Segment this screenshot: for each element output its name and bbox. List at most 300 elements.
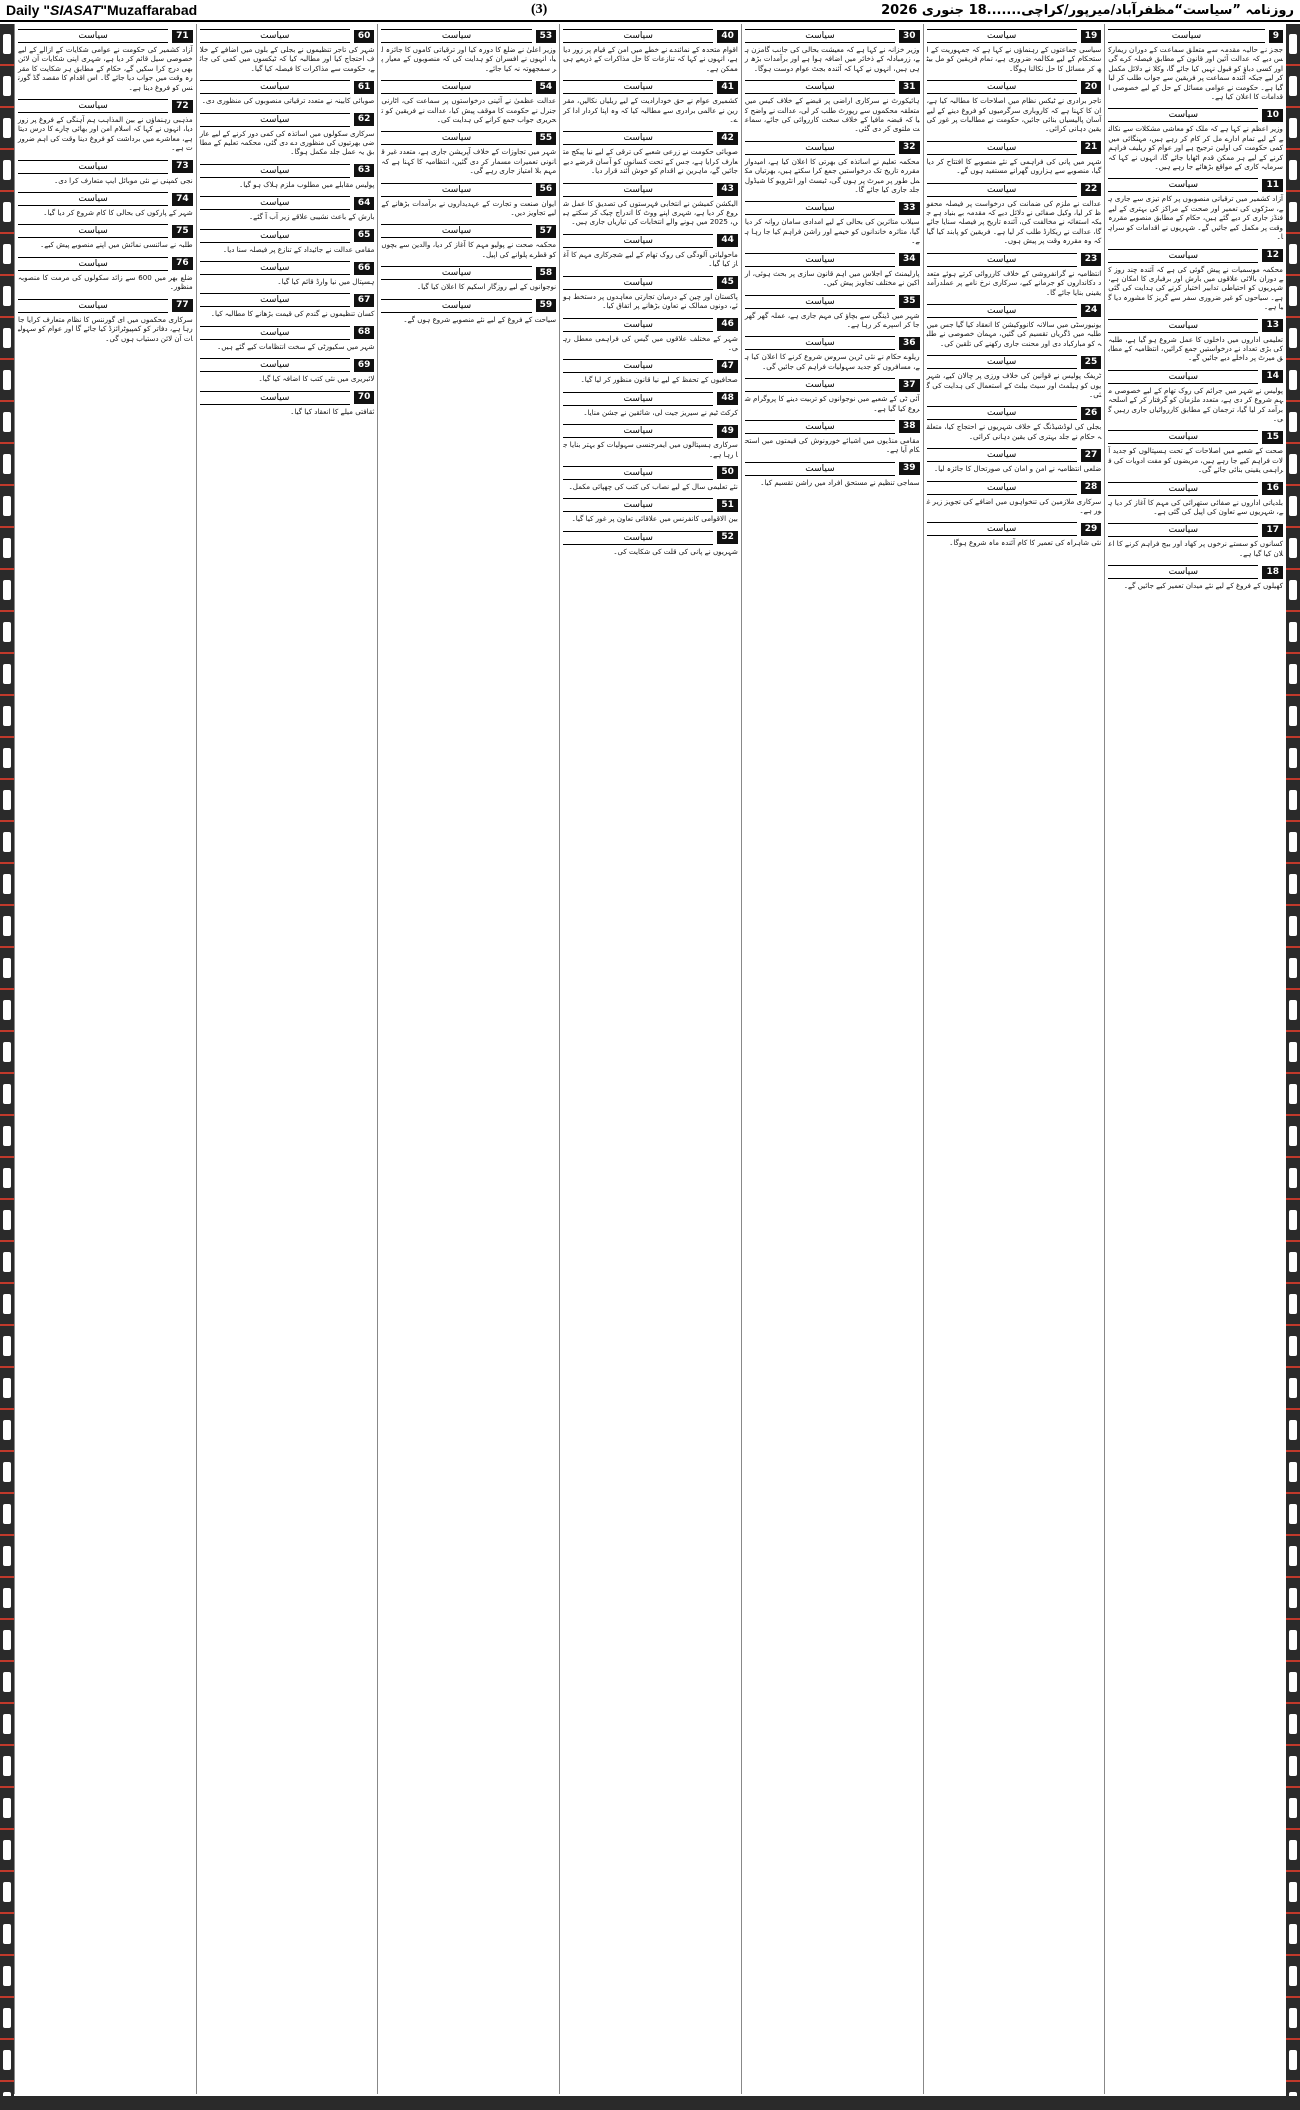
news-item[interactable]: [197, 353, 378, 385]
news-item[interactable]: [1105, 425, 1286, 476]
news-tag: [927, 183, 1102, 197]
news-item[interactable]: [560, 24, 741, 75]
news-tag: [1108, 178, 1283, 192]
news-item[interactable]: [742, 196, 923, 247]
tag-number: 35: [899, 295, 920, 308]
news-tag: [18, 160, 193, 174]
tag-number: 70: [354, 391, 375, 404]
news-item[interactable]: [197, 75, 378, 107]
border-ornament: [1286, 780, 1300, 822]
newspaper-dateline: روزنامہ ”سیاست“مظفرآباد/میرپور/کراچی.......18 جنوری 2026: [881, 2, 1294, 18]
news-item[interactable]: [924, 517, 1105, 549]
border-ornament: [0, 192, 14, 234]
border-ornament: [0, 1116, 14, 1158]
news-item[interactable]: [560, 354, 741, 386]
tag-number: 27: [1081, 449, 1102, 462]
tag-logo: سیاست: [200, 293, 350, 307]
news-item[interactable]: [15, 219, 196, 251]
news-tag: [927, 481, 1102, 495]
news-item[interactable]: [378, 261, 559, 293]
tag-logo: سیاست: [1108, 523, 1258, 537]
news-body: شہر میں تجاوزات کے خلاف آپریشن جاری ہے، متعدد غیر قانونی تعمیرات مسمار کر دی گئیں، انتظامیہ کا کہنا ہے کہ مہم بلا امتیاز جاری رہے گی۔: [381, 147, 557, 176]
news-tag: [563, 276, 738, 290]
news-item[interactable]: [560, 419, 741, 461]
tag-number: 55: [536, 132, 557, 145]
border-ornament: [0, 276, 14, 318]
news-tag: [745, 462, 920, 476]
news-body: ہسپتال میں نیا وارڈ قائم کیا گیا۔: [277, 277, 375, 287]
border-ornament: [1286, 1746, 1300, 1788]
news-item[interactable]: [197, 191, 378, 223]
news-item[interactable]: [197, 159, 378, 191]
news-item[interactable]: [1105, 314, 1286, 365]
news-tag: [927, 406, 1102, 420]
border-ornament: [0, 486, 14, 528]
news-tag: [927, 355, 1102, 369]
tag-number: 75: [172, 225, 193, 238]
news-item[interactable]: [924, 248, 1105, 299]
tag-number: 62: [354, 113, 375, 126]
border-ornament: [0, 108, 14, 150]
news-tag: [381, 266, 556, 280]
news-item[interactable]: [378, 75, 559, 126]
news-item[interactable]: [742, 75, 923, 136]
news-item[interactable]: [1105, 365, 1286, 426]
news-body: شہر کے پارکوں کی بحالی کا کام شروع کر دیا گیا۔: [43, 208, 193, 218]
news-item[interactable]: [15, 294, 196, 345]
news-tag: [563, 131, 738, 145]
border-ornament: [1286, 990, 1300, 1032]
news-tag: [200, 196, 375, 210]
news-tag: [745, 420, 920, 434]
tag-logo: سیاست: [927, 355, 1077, 369]
news-body: آئی ٹی کے شعبے میں نوجوانوں کو تربیت دینے کا پروگرام شروع کیا گیا ہے۔: [744, 394, 920, 413]
news-item[interactable]: [1105, 560, 1286, 592]
tag-logo: سیاست: [563, 424, 713, 438]
news-tag: [200, 164, 375, 178]
tag-number: 20: [1081, 81, 1102, 94]
tag-logo: سیاست: [18, 257, 168, 271]
border-ornament: [1286, 1536, 1300, 1578]
border-ornament: [1286, 1830, 1300, 1872]
page-number: (3): [530, 2, 548, 17]
tag-number: 77: [172, 299, 193, 312]
border-ornament: [0, 1326, 14, 1368]
tag-logo: سیاست: [927, 406, 1077, 420]
news-item[interactable]: [560, 75, 741, 126]
tag-number: 58: [536, 267, 557, 280]
tag-logo: سیاست: [381, 266, 531, 280]
border-ornament: [0, 1410, 14, 1452]
tag-logo: سیاست: [745, 141, 895, 155]
news-item[interactable]: [560, 461, 741, 493]
news-item[interactable]: [197, 256, 378, 288]
tag-number: 73: [172, 160, 193, 173]
tag-logo: سیاست: [381, 131, 531, 145]
news-item[interactable]: [197, 386, 378, 418]
border-ornament: [0, 948, 14, 990]
tag-number: 76: [172, 257, 193, 270]
news-item[interactable]: [560, 126, 741, 177]
border-ornament: [0, 990, 14, 1032]
tag-logo: سیاست: [563, 498, 713, 512]
news-tag: [1108, 319, 1283, 333]
border-ornament: [1286, 654, 1300, 696]
border-ornament: [0, 1242, 14, 1284]
border-ornament: [0, 318, 14, 360]
tag-number: 56: [536, 183, 557, 196]
border-ornament: [0, 1956, 14, 1998]
news-item[interactable]: [197, 321, 378, 353]
border-ornament: [1286, 1326, 1300, 1368]
tag-logo: سیاست: [563, 276, 713, 290]
news-tag: [200, 358, 375, 372]
news-tag: [200, 326, 375, 340]
border-ornament: [1286, 192, 1300, 234]
tag-number: 30: [899, 30, 920, 43]
news-item[interactable]: [560, 387, 741, 419]
border-ornament: [1286, 1914, 1300, 1956]
news-tag: [381, 80, 556, 94]
news-item[interactable]: [15, 94, 196, 155]
news-tag: [200, 229, 375, 243]
tag-logo: سیاست: [563, 131, 713, 145]
news-body: وزیر اعظم نے کہا ہے کہ ملک کو معاشی مشکلات سے نکالنے کے لیے تمام ادارے مل کر کام کر رہے ہیں، مہنگائی میں کمی حکومت کی اولین ترجیح ہے اور عوام کو ریلیف فراہم کرنے کے لیے ہر ممکن قدم اٹھایا جائے گا، انہوں نے کہا کہ سرمایہ کاری کے مواقع بڑھائے جا رہے ہیں۔: [1108, 124, 1283, 172]
border-ornament: [1286, 1704, 1300, 1746]
tag-logo: سیاست: [1108, 319, 1258, 333]
news-body: صحت کے شعبے میں اصلاحات کے تحت ہسپتالوں کو جدید آلات فراہم کیے جا رہے ہیں، مریضوں کو مفت ادویات کی فراہمی یقینی بنائی جائے گی۔: [1108, 446, 1283, 475]
border-ornament: [1286, 696, 1300, 738]
news-tag: [563, 29, 738, 43]
news-item[interactable]: [15, 24, 196, 94]
tag-number: 72: [172, 100, 193, 113]
tag-logo: سیاست: [381, 299, 531, 313]
news-item[interactable]: [742, 248, 923, 290]
border-ornament: [0, 24, 14, 66]
tag-number: 19: [1081, 30, 1102, 43]
border-ornament: [1286, 486, 1300, 528]
border-ornament: [1286, 24, 1300, 66]
news-body: صوبائی حکومت نے زرعی شعبے کی ترقی کے لیے نیا پیکج متعارف کرایا ہے، جس کے تحت کسانوں کو آسان قرضے دیے جائیں گے، ماہرین نے اقدام کو خوش آئند قرار دیا۔: [563, 147, 738, 176]
masthead: [0, 0, 1300, 22]
news-tag: [1108, 249, 1283, 263]
news-item[interactable]: [1105, 103, 1286, 173]
news-item[interactable]: [924, 75, 1105, 136]
news-item[interactable]: [1105, 173, 1286, 243]
border-ornament: [1286, 1578, 1300, 1620]
tag-logo: سیاست: [745, 295, 895, 309]
news-item[interactable]: [742, 415, 923, 457]
news-body: سرکاری سکولوں میں اساتذہ کی کمی دور کرنے کے لیے عارضی بھرتیوں کی منظوری دے دی گئی، محکمہ تعلیم کے مطابق یہ عمل جلد مکمل ہوگا۔: [199, 128, 375, 157]
news-tag: [563, 531, 738, 545]
news-column: [14, 24, 196, 2094]
news-body: انتظامیہ نے گرانفروشی کے خلاف کارروائی کرتے ہوئے متعدد دکانداروں کو جرمانے کیے، سرکاری نرخ نامے پر عملدرآمد یقینی بنایا جائے گا۔: [926, 268, 1102, 297]
news-tag: [927, 141, 1102, 155]
news-item[interactable]: [197, 224, 378, 256]
news-item[interactable]: [378, 126, 559, 177]
news-body: بارش کے باعث نشیبی علاقے زیر آب آ گئے۔: [249, 212, 375, 222]
tag-logo: سیاست: [1108, 430, 1258, 444]
border-ornament: [0, 654, 14, 696]
news-tag: [18, 257, 193, 271]
tag-logo: سیاست: [745, 420, 895, 434]
tag-logo: سیاست: [381, 183, 531, 197]
news-item[interactable]: [924, 476, 1105, 518]
tag-logo: سیاست: [745, 29, 895, 43]
border-ornament: [1286, 612, 1300, 654]
tag-logo: سیاست: [563, 318, 713, 332]
border-ornament: [1286, 1074, 1300, 1116]
tag-logo: سیاست: [381, 224, 531, 238]
news-tag: [200, 293, 375, 307]
tag-logo: سیاست: [200, 80, 350, 94]
tag-logo: سیاست: [927, 29, 1077, 43]
border-ornament: [1286, 360, 1300, 402]
news-tag: [1108, 482, 1283, 496]
border-ornament: [1286, 1956, 1300, 1998]
news-item[interactable]: [742, 373, 923, 415]
tag-number: 34: [899, 253, 920, 266]
news-tag: [927, 522, 1102, 536]
news-body: کھیلوں کے فروغ کے لیے نئے میدان تعمیر کیے جائیں گے۔: [1123, 581, 1283, 591]
news-tag: [563, 359, 738, 373]
tag-number: 18: [1262, 566, 1283, 579]
news-item[interactable]: [924, 299, 1105, 350]
news-item[interactable]: [560, 271, 741, 313]
border-ornament: [1286, 1284, 1300, 1326]
tag-logo: سیاست: [563, 234, 713, 248]
news-item[interactable]: [560, 493, 741, 525]
news-item[interactable]: [1105, 518, 1286, 560]
news-body: سرکاری محکموں میں ای گورننس کا نظام متعارف کرایا جا رہا ہے، دفاتر کو کمپیوٹرائزڈ کیا جائے گا اور عوام کو سہولیات آن لائن دستیاب ہوں گی۔: [18, 314, 193, 343]
news-item[interactable]: [1105, 477, 1286, 519]
news-item[interactable]: [742, 24, 923, 75]
news-item[interactable]: [924, 443, 1105, 475]
border-ornament: [1286, 276, 1300, 318]
news-item[interactable]: [378, 294, 559, 326]
tag-number: 65: [354, 229, 375, 242]
news-item[interactable]: [560, 178, 741, 229]
tag-logo: سیاست: [563, 466, 713, 480]
news-tag: [1108, 108, 1283, 122]
tag-number: 49: [717, 425, 738, 438]
news-tag: [745, 295, 920, 309]
border-ornament: [0, 1914, 14, 1956]
news-tag: [1108, 29, 1283, 43]
tag-logo: سیاست: [745, 80, 895, 94]
tag-number: 26: [1081, 407, 1102, 420]
tag-logo: سیاست: [1108, 108, 1258, 122]
tag-number: 16: [1262, 482, 1283, 495]
news-item[interactable]: [15, 252, 196, 294]
tag-number: 13: [1262, 319, 1283, 332]
tag-number: 45: [717, 276, 738, 289]
tag-logo: سیاست: [745, 378, 895, 392]
news-body: لائبریری میں نئی کتب کا اضافہ کیا گیا۔: [258, 374, 375, 384]
news-item[interactable]: [197, 108, 378, 159]
tag-number: 41: [717, 81, 738, 94]
tag-number: 50: [717, 466, 738, 479]
news-column: [741, 24, 923, 2094]
news-body: شہر کے مختلف علاقوں میں گیس کی فراہمی معطل رہی۔: [563, 333, 738, 352]
news-tag: [1108, 565, 1283, 579]
border-ornament: [0, 2040, 14, 2082]
news-tag: [745, 29, 920, 43]
news-item[interactable]: [560, 526, 741, 558]
border-ornament: [0, 1746, 14, 1788]
news-item[interactable]: [924, 350, 1105, 401]
news-body: سماجی تنظیم نے مستحق افراد میں راشن تقسیم کیا۔: [760, 477, 920, 487]
news-item[interactable]: [924, 24, 1105, 75]
news-body: ججز نے حالیہ مقدمہ سے متعلق سماعت کے دوران ریمارکس دیے کہ عدالت آئین اور قانون کے مطابق فیصلہ کرے گی اور کسی دباؤ کو قبول نہیں کیا جائے گا، وکلا نے دلائل مکمل کر لیے جبکہ آئندہ سماعت پر فریقین سے جواب طلب کر لیا گیا ہے۔ حکومت نے عوامی مسائل کے حل کے لیے خصوصی اقدامات کا اعلان کیا ہے۔: [1108, 45, 1283, 102]
tag-logo: سیاست: [563, 80, 713, 94]
news-body: عدالت عظمیٰ نے آئینی درخواستوں پر سماعت کی، اٹارنی جنرل نے حکومت کا موقف پیش کیا، عدالت نے فریقین کو تحریری جواب جمع کرانے کی ہدایت کی۔: [381, 96, 557, 125]
newspaper-name-latin: Daily "SIASAT"Muzaffarabad: [6, 2, 198, 18]
border-ornament: [0, 1662, 14, 1704]
news-body: ثقافتی میلے کا انعقاد کیا گیا۔: [290, 406, 375, 416]
border-ornament: [0, 1452, 14, 1494]
tag-logo: سیاست: [18, 160, 168, 174]
news-body: شہریوں نے پانی کی قلت کی شکایت کی۔: [613, 546, 738, 556]
tag-number: 67: [354, 294, 375, 307]
border-ornament: [0, 1578, 14, 1620]
tag-number: 29: [1081, 523, 1102, 536]
tag-logo: سیاست: [200, 229, 350, 243]
news-body: صحافیوں کے تحفظ کے لیے نیا قانون منظور کر لیا گیا۔: [580, 375, 738, 385]
border-ornament: [1286, 1788, 1300, 1830]
border-ornament: [1286, 528, 1300, 570]
tag-logo: سیاست: [1108, 249, 1258, 263]
news-tag: [927, 29, 1102, 43]
tag-number: 63: [354, 164, 375, 177]
news-body: طلبہ نے سائنسی نمائش میں اپنے منصوبے پیش کیے۔: [40, 240, 193, 250]
border-ornament: [0, 234, 14, 276]
tag-number: 44: [717, 234, 738, 247]
tag-number: 17: [1262, 524, 1283, 537]
border-ornament: [1286, 570, 1300, 612]
news-item[interactable]: [15, 155, 196, 187]
news-item[interactable]: [742, 136, 923, 197]
news-body: نوجوانوں کے لیے روزگار اسکیم کا اعلان کیا گیا۔: [416, 282, 557, 292]
border-ornament: [1286, 318, 1300, 360]
news-item[interactable]: [378, 178, 559, 220]
news-item[interactable]: [560, 313, 741, 355]
news-body: ٹریفک پولیس نے قوانین کی خلاف ورزی پر چالان کیے، شہریوں کو ہیلمٹ اور سیٹ بیلٹ کے استعمال کی ہدایت کی گئی۔: [926, 371, 1102, 399]
news-tag: [18, 192, 193, 206]
tag-logo: سیاست: [1108, 29, 1264, 43]
tag-logo: سیاست: [1108, 178, 1258, 192]
border-ornament: [0, 780, 14, 822]
tag-number: 46: [717, 318, 738, 331]
tag-logo: سیاست: [200, 391, 350, 405]
news-item[interactable]: [197, 24, 378, 75]
news-tag: [563, 392, 738, 406]
tag-logo: سیاست: [18, 99, 168, 113]
news-item[interactable]: [924, 178, 1105, 248]
news-column: [559, 24, 741, 2094]
news-column: [923, 24, 1105, 2094]
news-item[interactable]: [924, 401, 1105, 443]
news-tag: [927, 448, 1102, 462]
tag-number: 68: [354, 326, 375, 339]
news-tag: [18, 299, 193, 313]
tag-number: 31: [899, 81, 920, 94]
news-item[interactable]: [742, 457, 923, 489]
news-body: بلدیاتی اداروں نے صفائی ستھرائی کی مہم کا آغاز کر دیا ہے، شہریوں سے تعاون کی اپیل کی گئی ہے۔: [1108, 497, 1283, 516]
border-ornament: [1286, 1452, 1300, 1494]
border-ornament: [1286, 402, 1300, 444]
tag-logo: سیاست: [563, 359, 713, 373]
news-body: محکمہ تعلیم نے اساتذہ کی بھرتی کا اعلان کیا ہے، امیدوار مقررہ تاریخ تک درخواستیں جمع کرا سکتے ہیں، بھرتیاں مکمل طور پر میرٹ پر ہوں گی، ٹیسٹ اور انٹرویو کا شیڈول جلد جاری کیا جائے گا۔: [744, 156, 920, 195]
news-item[interactable]: [15, 187, 196, 219]
news-item[interactable]: [924, 136, 1105, 178]
tag-logo: سیاست: [927, 253, 1077, 267]
news-tag: [200, 113, 375, 127]
tag-number: 66: [354, 262, 375, 275]
tag-number: 24: [1081, 304, 1102, 317]
news-column: [1104, 24, 1286, 2094]
border-ornament: [1286, 1158, 1300, 1200]
news-body: صوبائی کابینہ نے متعدد ترقیاتی منصوبوں کی منظوری دی۔: [201, 96, 375, 106]
tag-number: 32: [899, 141, 920, 154]
tag-number: 40: [717, 30, 738, 43]
tag-number: 11: [1262, 179, 1283, 192]
border-ornament: [0, 1032, 14, 1074]
news-tag: [200, 80, 375, 94]
news-body: شہر میں پانی کی فراہمی کے نئے منصوبے کا افتتاح کر دیا گیا، منصوبے سے ہزاروں گھرانے مستفید ہوں گے۔: [926, 156, 1102, 176]
border-ornament: [0, 738, 14, 780]
news-tag: [563, 80, 738, 94]
news-item[interactable]: [378, 24, 559, 75]
news-body: تاجر برادری نے ٹیکس نظام میں اصلاحات کا مطالبہ کیا ہے، ان کا کہنا ہے کہ کاروباری سرگرمیوں کو فروغ دینے کے لیے آسان پالیسیاں بنائی جائیں، حکومت نے مطالبات پر غور کی یقین دہانی کرائی۔: [926, 96, 1102, 134]
tag-number: 14: [1262, 370, 1283, 383]
news-item[interactable]: [1105, 244, 1286, 314]
news-body: مذہبی رہنماؤں نے بین المذاہب ہم آہنگی کے فروغ پر زور دیا، انہوں نے کہا کہ اسلام امن اور بھائی چارے کا درس دیتا ہے، معاشرے میں برداشت کو فروغ دینا وقت کی اہم ضرورت ہے۔: [18, 115, 193, 153]
news-body: بین الاقوامی کانفرنس میں علاقائی تعاون پر غور کیا گیا۔: [571, 514, 738, 524]
border-ornament: [0, 1998, 14, 2040]
tag-logo: سیاست: [927, 448, 1077, 462]
news-item[interactable]: [378, 219, 559, 261]
news-body: کرکٹ ٹیم نے سیریز جیت لی، شائقین نے جشن منایا۔: [583, 407, 738, 417]
news-tag: [1108, 523, 1283, 537]
news-item[interactable]: [197, 288, 378, 320]
tag-logo: سیاست: [18, 29, 168, 43]
border-ornament: [1286, 1494, 1300, 1536]
news-item[interactable]: [560, 229, 741, 271]
border-ornament: [1286, 1032, 1300, 1074]
news-body: تعلیمی اداروں میں داخلوں کا عمل شروع ہو گیا ہے، طلبہ کی بڑی تعداد نے درخواستیں جمع کرائیں، انتظامیہ کے مطابق میرٹ پر داخلے دیے جائیں گے۔: [1108, 334, 1283, 363]
tag-number: 9: [1269, 30, 1283, 43]
tag-number: 59: [536, 299, 557, 312]
news-tag: [563, 318, 738, 332]
border-ornament: [0, 1158, 14, 1200]
border-ornament: [0, 1872, 14, 1914]
border-ornament: [0, 402, 14, 444]
news-item[interactable]: [742, 290, 923, 332]
news-body: ہائیکورٹ نے سرکاری اراضی پر قبضے کے خلاف کیس میں متعلقہ محکموں سے رپورٹ طلب کر لی، عدالت نے واضح کیا کہ قبضہ مافیا کے خلاف سخت کارروائی کی جائے، سماعت ملتوی کر دی گئی۔: [744, 96, 920, 134]
tag-number: 52: [717, 531, 738, 544]
news-item[interactable]: [742, 331, 923, 373]
news-tag: [927, 304, 1102, 318]
tag-logo: سیاست: [927, 304, 1077, 318]
news-item[interactable]: [1105, 24, 1286, 103]
news-tag: [18, 99, 193, 113]
news-body: ایوان صنعت و تجارت کے عہدیداروں نے برآمدات بڑھانے کے لیے تجاویز دیں۔: [381, 198, 557, 218]
tag-logo: سیاست: [18, 224, 168, 238]
tag-number: 39: [899, 462, 920, 475]
border-ornament: [0, 570, 14, 612]
news-tag: [1108, 430, 1283, 444]
